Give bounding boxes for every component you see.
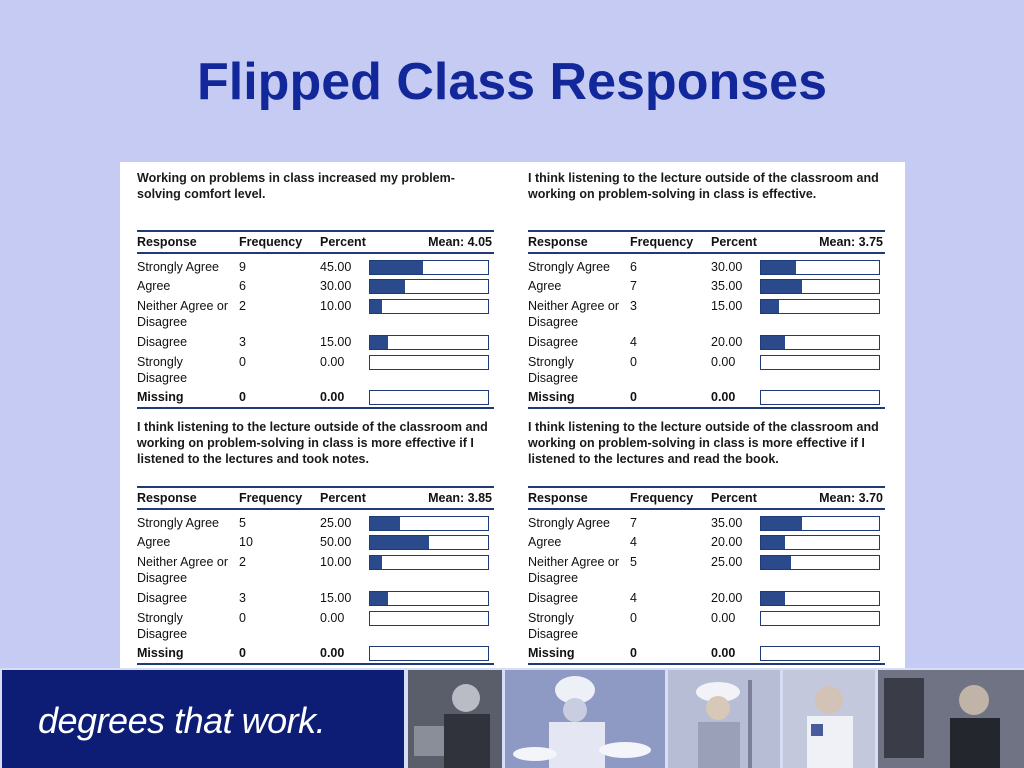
percent-bar (760, 516, 880, 531)
header-frequency: Frequency (239, 235, 303, 249)
frequency-value: 10 (239, 535, 253, 549)
header-percent: Percent (711, 235, 757, 249)
question-text: I think listening to the lecture outside of the classroom and working on problem-solving in class is more effective if I listened to the lectures and read the book. (528, 420, 879, 466)
response-label: Disagree (528, 335, 579, 349)
frequency-value: 9 (239, 260, 246, 274)
percent-bar-fill (370, 336, 388, 349)
percent-value: 20.00 (711, 591, 743, 605)
percent-bar-fill (761, 300, 779, 313)
percent-value: 0.00 (320, 355, 345, 369)
percent-value: 35.00 (711, 279, 743, 293)
mean-value: Mean: 3.85 (428, 491, 492, 505)
question-text: I think listening to the lecture outside of the classroom and working on problem-solving in class is effective. (528, 171, 879, 201)
percent-value: 0.00 (320, 646, 345, 660)
frequency-value: 6 (239, 279, 246, 293)
frequency-value: 4 (630, 335, 637, 349)
frequency-value: 0 (630, 646, 637, 660)
frequency-value: 0 (239, 390, 246, 404)
percent-bar-fill (370, 517, 400, 530)
frequency-value: 2 (239, 299, 246, 313)
percent-value: 15.00 (320, 335, 352, 349)
percent-value: 0.00 (711, 390, 736, 404)
percent-value: 0.00 (320, 390, 345, 404)
percent-bar-fill (370, 556, 382, 569)
percent-bar (760, 591, 880, 606)
frequency-value: 4 (630, 535, 637, 549)
percent-value: 10.00 (320, 555, 352, 569)
percent-bar (369, 555, 489, 570)
construction-worker-photo (668, 670, 780, 768)
percent-bar (369, 335, 489, 350)
percent-bar (369, 535, 489, 550)
header-frequency: Frequency (630, 235, 694, 249)
frequency-value: 5 (239, 516, 246, 530)
percent-bar (760, 555, 880, 570)
response-label: Strongly Agree (137, 260, 219, 274)
frequency-value: 2 (239, 555, 246, 569)
response-label: Agree (528, 535, 562, 549)
mean-value: Mean: 3.70 (819, 491, 883, 505)
header-percent: Percent (320, 491, 366, 505)
percent-value: 15.00 (711, 299, 743, 313)
header-frequency: Frequency (630, 491, 694, 505)
percent-bar-fill (761, 556, 791, 569)
frequency-value: 0 (239, 355, 246, 369)
percent-bar (369, 611, 489, 626)
table-header (528, 230, 885, 254)
percent-bar (369, 260, 489, 275)
frequency-value: 5 (630, 555, 637, 569)
percent-bar-fill (370, 261, 423, 274)
percent-bar (369, 299, 489, 314)
slide-title: Flipped Class Responses (197, 53, 827, 111)
response-label: Strongly Agree (528, 516, 610, 530)
percent-bar (760, 611, 880, 626)
percent-bar (369, 390, 489, 405)
percent-bar-fill (370, 280, 405, 293)
response-label: Strongly Disagree (528, 611, 579, 641)
response-label: Disagree (137, 335, 188, 349)
technician-photo (878, 670, 1024, 768)
response-label: Missing (137, 646, 184, 660)
frequency-value: 3 (239, 335, 246, 349)
percent-bar-fill (761, 517, 802, 530)
percent-bar (369, 279, 489, 294)
percent-value: 50.00 (320, 535, 352, 549)
frequency-value: 4 (630, 591, 637, 605)
header-response: Response (528, 491, 588, 505)
table-header (137, 230, 494, 254)
table-footer-line (528, 663, 885, 665)
percent-value: 10.00 (320, 299, 352, 313)
percent-bar (760, 335, 880, 350)
table-header (528, 486, 885, 510)
frequency-value: 0 (630, 355, 637, 369)
response-label: Strongly Agree (137, 516, 219, 530)
response-label: Missing (528, 390, 575, 404)
percent-value: 35.00 (711, 516, 743, 530)
percent-bar (760, 279, 880, 294)
percent-value: 0.00 (711, 611, 736, 625)
frequency-value: 7 (630, 516, 637, 530)
header-percent: Percent (320, 235, 366, 249)
response-label: Neither Agree or Disagree (528, 555, 620, 585)
percent-value: 30.00 (320, 279, 352, 293)
table-footer-line (137, 407, 494, 409)
frequency-value: 0 (630, 390, 637, 404)
percent-bar-fill (761, 536, 785, 549)
response-label: Disagree (137, 591, 188, 605)
percent-bar (369, 591, 489, 606)
header-response: Response (137, 491, 197, 505)
percent-bar (369, 516, 489, 531)
percent-value: 25.00 (320, 516, 352, 530)
footer-tagline: degrees that work. (38, 700, 326, 741)
header-response: Response (528, 235, 588, 249)
response-label: Missing (137, 390, 184, 404)
percent-bar-fill (761, 592, 785, 605)
percent-bar-fill (370, 536, 429, 549)
percent-bar (760, 390, 880, 405)
header-percent: Percent (711, 491, 757, 505)
percent-bar (760, 355, 880, 370)
paramedic-photo (783, 670, 875, 768)
percent-bar (760, 646, 880, 661)
percent-bar-fill (370, 300, 382, 313)
percent-value: 30.00 (711, 260, 743, 274)
percent-value: 15.00 (320, 591, 352, 605)
question-text: I think listening to the lecture outside of the classroom and working on problem-solving in class is more effective if I listened to the lectures and took notes. (137, 420, 488, 466)
percent-value: 20.00 (711, 535, 743, 549)
frequency-value: 0 (239, 611, 246, 625)
percent-value: 20.00 (711, 335, 743, 349)
percent-bar (760, 260, 880, 275)
response-label: Strongly Disagree (528, 355, 579, 385)
response-label: Strongly Disagree (137, 611, 188, 641)
percent-bar (760, 535, 880, 550)
mean-value: Mean: 4.05 (428, 235, 492, 249)
response-label: Strongly Disagree (137, 355, 188, 385)
percent-value: 0.00 (711, 355, 736, 369)
percent-value: 0.00 (320, 611, 345, 625)
frequency-value: 0 (239, 646, 246, 660)
response-label: Neither Agree or Disagree (137, 555, 229, 585)
frequency-value: 0 (630, 611, 637, 625)
percent-bar (369, 646, 489, 661)
percent-value: 0.00 (711, 646, 736, 660)
response-label: Neither Agree or Disagree (528, 299, 620, 329)
question-text: Working on problems in class increased my problem-solving comfort level. (137, 171, 455, 201)
response-label: Agree (528, 279, 562, 293)
percent-bar (369, 355, 489, 370)
percent-bar-fill (761, 280, 802, 293)
response-label: Agree (137, 279, 171, 293)
table-header (137, 486, 494, 510)
response-label: Neither Agree or Disagree (137, 299, 229, 329)
mechanic-photo (408, 670, 502, 768)
frequency-value: 6 (630, 260, 637, 274)
frequency-value: 3 (630, 299, 637, 313)
response-label: Missing (528, 646, 575, 660)
percent-bar-fill (761, 261, 796, 274)
percent-value: 45.00 (320, 260, 352, 274)
frequency-value: 7 (630, 279, 637, 293)
header-response: Response (137, 235, 197, 249)
mean-value: Mean: 3.75 (819, 235, 883, 249)
response-label: Agree (137, 535, 171, 549)
response-label: Disagree (528, 591, 579, 605)
percent-bar-fill (370, 592, 388, 605)
table-footer-line (528, 407, 885, 409)
survey-panel (120, 162, 905, 672)
table-footer-line (137, 663, 494, 665)
chef-photo (505, 670, 665, 768)
percent-bar-fill (761, 336, 785, 349)
percent-bar (760, 299, 880, 314)
percent-value: 25.00 (711, 555, 743, 569)
response-label: Strongly Agree (528, 260, 610, 274)
frequency-value: 3 (239, 591, 246, 605)
header-frequency: Frequency (239, 491, 303, 505)
